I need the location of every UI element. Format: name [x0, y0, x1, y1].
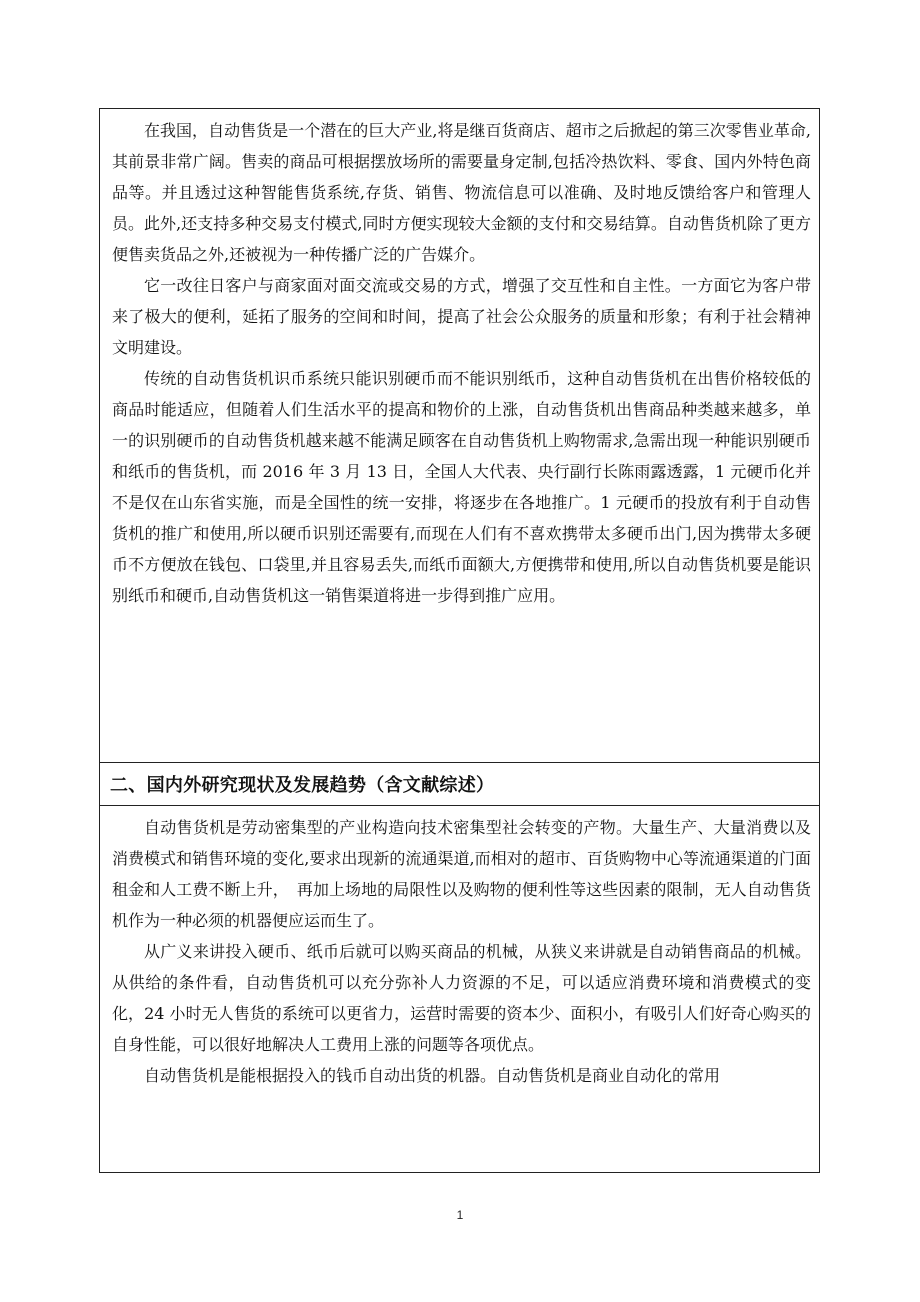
paragraph: 自动售货机是能根据投入的钱币自动出货的机器。自动售货机是商业自动化的常用	[144, 1066, 721, 1085]
background-section	[100, 109, 819, 763]
paragraph: 从广义来讲投入硬币、纸币后就可以购买商品的机械，从狭义来讲就是自动销售商品的机械。从供给的条件看，自动售货机可以充分弥补人力资源的不足，可以适应消费环境和消费模式的变化，24 小时无人售货的系统可以更省力，运营时需要的资本少、面积小，有吸引人们好奇心购买的自身性能，可以很好地解决人工费用上涨的问题等各项优点。	[112, 942, 811, 1054]
document-table	[99, 108, 820, 1173]
section-heading: 二、国内外研究现状及发展趋势（含文献综述）	[110, 775, 495, 796]
paragraph: 自动售货机是劳动密集型的产业构造向技术密集型社会转变的产物。大量生产、大量消费以及消费模式和销售环境的变化,要求出现新的流通渠道,而相对的超市、百货购物中心等流通渠道的门面租金和人工费不断上升， 再加上场地的局限性以及购物的便利性等这些因素的限制，无人自动售货机作为一种必须的机器便应运而生了。	[112, 818, 811, 930]
page-number: 1	[456, 1208, 464, 1222]
paragraph: 传统的自动售货机识币系统只能识别硬币而不能识别纸币，这种自动售货机在出售价格较低的商品时能适应，但随着人们生活水平的提高和物价的上涨，自动售货机出售商品种类越来越多，单一的识别硬币的自动售货机越来越不能满足顾客在自动售货机上购物需求,急需出现一种能识别硬币和纸币的售货机，而 2016 年 3 月 13 日，全国人大代表、央行副行长陈雨露透露，1 元硬币化并不是仅在山东省实施，而是全国性的统一安排，将逐步在各地推广。1 元硬币的投放有利于自动售货机的推广和使用,所以硬币识别还需要有,而现在人们有不喜欢携带太多硬币出门,因为携带太多硬币不方便放在钱包、口袋里,并且容易丢失,而纸币面额大,方便携带和使用,所以自动售货机要是能识别纸币和硬币,自动售货机这一销售渠道将进一步得到推广应用。	[112, 369, 811, 605]
section-heading-row	[100, 763, 819, 806]
paragraph: 它一改往日客户与商家面对面交流或交易的方式，增强了交互性和自主性。一方面它为客户带来了极大的便利，延拓了服务的空间和时间，提高了社会公众服务的质量和形象；有利于社会精神文明建设。	[112, 276, 811, 357]
paragraph: 在我国，自动售货是一个潜在的巨大产业,将是继百货商店、超市之后掀起的第三次零售业革命,其前景非常广阔。售卖的商品可根据摆放场所的需要量身定制,包括冷热饮料、零食、国内外特色商品等。并且透过这种智能售货系统,存货、销售、物流信息可以准确、及时地反馈给客户和管理人员。此外,还支持多种交易支付模式,同时方便实现较大金额的支付和交易结算。自动售货机除了更方便售卖货品之外,还被视为一种传播广泛的广告媒介。	[112, 121, 811, 264]
research-status-section	[100, 806, 819, 1172]
